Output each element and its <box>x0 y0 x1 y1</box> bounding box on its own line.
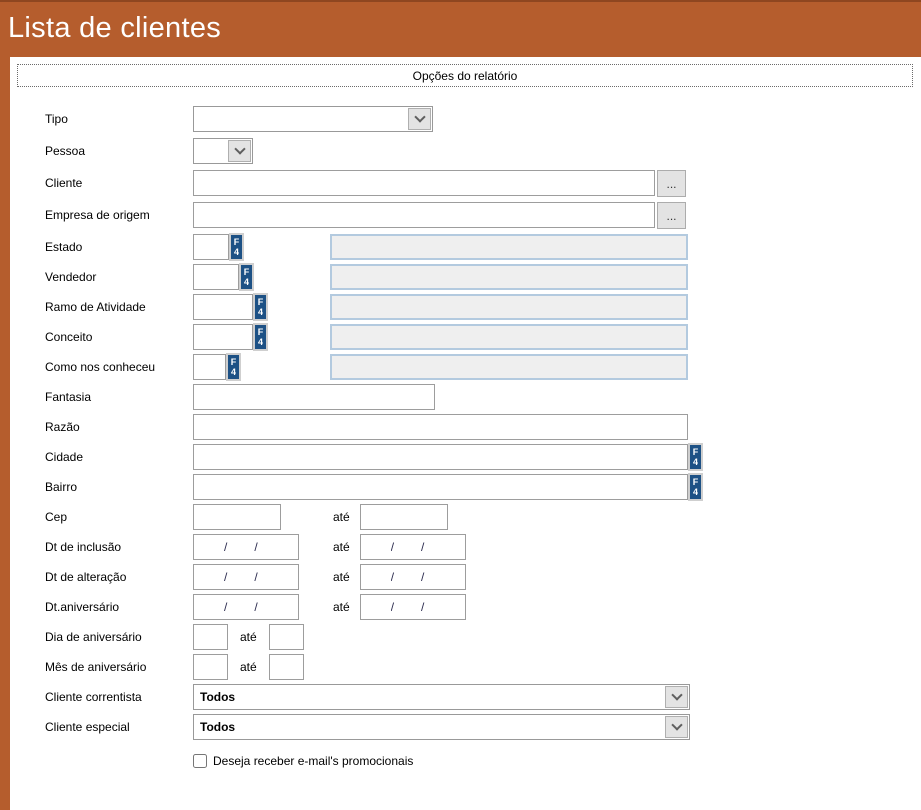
field-row-conceito <box>45 322 905 352</box>
chevron-down-icon <box>234 143 245 154</box>
conceito-code-input[interactable] <box>193 324 253 350</box>
conceito-label: Conceito <box>45 330 93 344</box>
dia-aniversario-from-input[interactable] <box>193 624 228 650</box>
mes-aniversario-label: Mês de aniversário <box>45 660 147 674</box>
como-nos-conheceu-code-input[interactable] <box>193 354 226 380</box>
tipo-select[interactable] <box>193 106 433 132</box>
field-row-dia-aniversario <box>45 622 905 652</box>
conceito-description-field <box>330 324 688 350</box>
fantasia-label: Fantasia <box>45 390 92 404</box>
field-row-dt-alteracao <box>45 562 905 592</box>
cep-label: Cep <box>45 510 68 524</box>
cliente-correntista-dropdown-button[interactable] <box>665 686 688 708</box>
cep-to-input[interactable] <box>360 504 448 530</box>
cliente-input[interactable] <box>193 170 655 196</box>
f4-lookup-icon[interactable]: F 4 <box>239 263 254 291</box>
field-row-estado <box>45 232 905 262</box>
fantasia-input[interactable] <box>193 384 435 410</box>
ellipsis-icon: ... <box>666 208 677 223</box>
field-row-mes-aniversario <box>45 652 905 682</box>
dt-alteracao-from-input[interactable] <box>193 564 299 590</box>
bairro-label: Bairro <box>45 480 78 494</box>
field-row-fantasia <box>45 382 905 412</box>
cliente-especial-select[interactable] <box>193 714 690 740</box>
field-row-cliente-correntista <box>45 682 905 712</box>
f4-lookup-icon[interactable]: F 4 <box>688 473 703 501</box>
dt-inclusao-label: Dt de inclusão <box>45 540 122 554</box>
field-row-razao <box>45 412 905 442</box>
window-header <box>0 0 921 57</box>
ate-label: até <box>240 630 257 644</box>
dt-aniversario-from-input[interactable] <box>193 594 299 620</box>
mes-aniversario-to-input[interactable] <box>269 654 304 680</box>
dt-alteracao-to-input[interactable] <box>360 564 466 590</box>
pessoa-select[interactable] <box>193 138 253 164</box>
dia-aniversario-to-input[interactable] <box>269 624 304 650</box>
vendedor-description-field <box>330 264 688 290</box>
ramo-atividade-label: Ramo de Atividade <box>45 300 146 314</box>
ate-label: até <box>333 600 350 614</box>
field-row-ramo-atividade <box>45 292 905 322</box>
como-nos-conheceu-label: Como nos conheceu <box>45 360 156 374</box>
chevron-down-icon <box>671 689 682 700</box>
estado-description-field <box>330 234 688 260</box>
bairro-input[interactable] <box>193 474 688 500</box>
tipo-dropdown-button[interactable] <box>408 108 431 130</box>
cliente-especial-dropdown-button[interactable] <box>665 716 688 738</box>
field-row-empresa-origem <box>45 200 905 230</box>
dt-aniversario-label: Dt.aniversário <box>45 600 120 614</box>
chevron-down-icon <box>414 111 425 122</box>
field-row-email-promocionais <box>45 746 905 776</box>
f4-lookup-icon[interactable]: F 4 <box>253 323 268 351</box>
field-row-cliente-especial <box>45 712 905 742</box>
pessoa-dropdown-button[interactable] <box>228 140 251 162</box>
cliente-especial-selected-value: Todos <box>200 720 236 734</box>
estado-code-input[interactable] <box>193 234 229 260</box>
field-row-dt-aniversario <box>45 592 905 622</box>
ate-label: até <box>240 660 257 674</box>
chevron-down-icon <box>671 719 682 730</box>
report-options-form <box>45 104 905 776</box>
cliente-browse-button[interactable] <box>657 170 686 197</box>
dt-aniversario-to-input[interactable] <box>360 594 466 620</box>
cidade-input[interactable] <box>193 444 688 470</box>
cliente-correntista-label: Cliente correntista <box>45 690 142 704</box>
field-row-cliente <box>45 168 905 198</box>
estado-label: Estado <box>45 240 83 254</box>
f4-lookup-icon[interactable]: F 4 <box>226 353 241 381</box>
vendedor-code-input[interactable] <box>193 264 239 290</box>
report-options-label: Opções do relatório <box>412 68 518 83</box>
field-row-tipo <box>45 104 905 134</box>
pessoa-label: Pessoa <box>45 144 86 158</box>
como-nos-conheceu-description-field <box>330 354 688 380</box>
empresa-origem-browse-button[interactable] <box>657 202 686 229</box>
email-promocionais-checkbox[interactable] <box>193 754 207 768</box>
f4-lookup-icon[interactable]: F 4 <box>253 293 268 321</box>
dia-aniversario-label: Dia de aniversário <box>45 630 142 644</box>
empresa-origem-input[interactable] <box>193 202 655 228</box>
cliente-correntista-select[interactable] <box>193 684 690 710</box>
f4-lookup-icon[interactable]: F 4 <box>229 233 244 261</box>
field-row-vendedor <box>45 262 905 292</box>
cliente-especial-label: Cliente especial <box>45 720 130 734</box>
razao-label: Razão <box>45 420 80 434</box>
field-row-dt-inclusao <box>45 532 905 562</box>
cep-from-input[interactable] <box>193 504 281 530</box>
f4-lookup-icon[interactable]: F 4 <box>688 443 703 471</box>
ate-label: até <box>333 540 350 554</box>
field-row-cep <box>45 502 905 532</box>
cliente-label: Cliente <box>45 176 83 190</box>
razao-input[interactable] <box>193 414 688 440</box>
ate-label: até <box>333 510 350 524</box>
tipo-label: Tipo <box>45 112 68 126</box>
cliente-correntista-selected-value: Todos <box>200 690 236 704</box>
field-row-pessoa <box>45 136 905 166</box>
dt-inclusao-to-input[interactable] <box>360 534 466 560</box>
ramo-atividade-code-input[interactable] <box>193 294 253 320</box>
page-title: Lista de clientes <box>8 12 222 44</box>
dt-inclusao-from-input[interactable] <box>193 534 299 560</box>
mes-aniversario-from-input[interactable] <box>193 654 228 680</box>
field-row-cidade <box>45 442 905 472</box>
field-row-como-nos-conheceu <box>45 352 905 382</box>
empresa-origem-label: Empresa de origem <box>45 208 150 222</box>
ellipsis-icon: ... <box>666 176 677 191</box>
ate-label: até <box>333 570 350 584</box>
report-options-header[interactable] <box>17 64 913 87</box>
email-promocionais-label: Deseja receber e-mail's promocionais <box>213 754 414 768</box>
ramo-atividade-description-field <box>330 294 688 320</box>
dt-alteracao-label: Dt de alteração <box>45 570 127 584</box>
field-row-bairro <box>45 472 905 502</box>
left-accent-strip <box>0 57 10 810</box>
vendedor-label: Vendedor <box>45 270 97 284</box>
cidade-label: Cidade <box>45 450 84 464</box>
